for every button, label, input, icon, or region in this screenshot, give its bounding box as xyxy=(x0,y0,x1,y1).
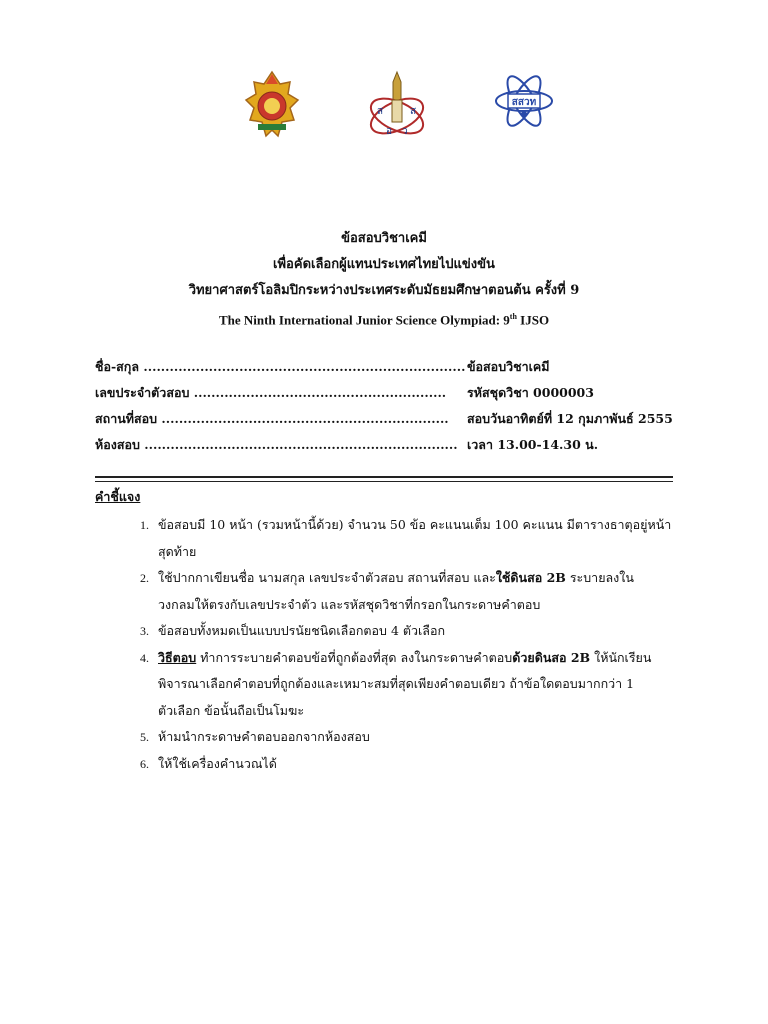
title-purpose: เพื่อคัดเลือกผู้แทนประเทศไทยไปแข่งขัน xyxy=(273,257,495,272)
instruction-item-2: 2. ใช้ปากกาเขียนชื่อ นามสกุล เลขประจำตัวสอบ สถานที่สอบ และใช้ดินสอ 2B ระบายลงใน วงกลมให้ตรงกับเลขประจำตัว และรหัสชุดวิชาที่กรอกในกระดาษคำตอบ xyxy=(140,570,634,612)
title-competition-english: The Ninth International Junior Science Olympiad: 9th IJSO xyxy=(218,312,550,328)
ipst-letters: ส xyxy=(377,106,384,117)
name-field: ชื่อ-สกุล .......................................................................... xyxy=(95,359,466,374)
subject-code: รหัสชุดวิชา 0000003 xyxy=(467,385,594,400)
instructions-heading: คำชี้แจง xyxy=(95,489,141,504)
divider-thick xyxy=(95,476,673,478)
svg-text:อ: อ xyxy=(386,126,393,137)
document-title-block xyxy=(0,226,768,333)
exam-place-field: สถานที่สอบ .................................................................. xyxy=(95,411,449,426)
atom-emblem-text: สสวท xyxy=(511,97,537,108)
logo-row xyxy=(0,70,768,150)
candidate-id-field: เลขประจำตัวสอบ .......................................................... xyxy=(95,385,447,400)
divider-thin xyxy=(95,481,673,482)
title-subject: ข้อสอบวิชาเคมี xyxy=(341,231,427,246)
science-atom-emblem xyxy=(494,70,554,132)
instruction-item-4: 4. วิธีตอบ ทำการระบายคำตอบข้อที่ถูกต้องที่สุด ลงในกระดาษคำตอบด้วยดินสอ 2B ให้นักเรียน พิจารณาเลือกคำตอบที่ถูกต้องและเหมาะสมที่สุดเพียงคำตอบเดียว ถ้าข้อใดตอบมากกว่า 1 ตัวเลือก ข้อนั้นถือเป็นโมฆะ xyxy=(140,649,652,718)
exam-room-field: ห้องสอบ ........................................................................ xyxy=(95,437,458,452)
ipst-emblem xyxy=(364,70,430,142)
instruction-item-3: 3. ข้อสอบทั้งหมดเป็นแบบปรนัยชนิดเลือกตอบ 4 ตัวเลือก xyxy=(140,623,446,638)
exam-date: สอบวันอาทิตย์ที่ 12 กุมภาพันธ์ 2555 xyxy=(467,411,673,426)
svg-text:ว: ว xyxy=(402,126,408,137)
instruction-item-6: 6. ให้ใช้เครื่องคำนวณได้ xyxy=(140,755,277,771)
exam-subject: ข้อสอบวิชาเคมี xyxy=(467,359,550,374)
instructions-list xyxy=(140,512,680,777)
instruction-item-1: 1. ข้อสอบมี 10 หน้า (รวมหน้านี้ด้วย) จำนวน 50 ข้อ คะแนนเต็ม 100 คะแนน มีตารางธาตุอยู่หน้า สุดท้าย xyxy=(140,517,672,559)
title-competition-thai: วิทยาศาสตร์โอลิมปิกระหว่างประเทศระดับมัธยมศึกษาตอนต้น ครั้งที่ 9 xyxy=(188,283,580,298)
candidate-info-block xyxy=(95,357,695,461)
instruction-item-5: 5. ห้ามนำกระดาษคำตอบออกจากห้องสอบ xyxy=(140,729,370,744)
exam-time: เวลา 13.00-14.30 น. xyxy=(467,437,599,452)
svg-text:ส: ส xyxy=(410,106,417,117)
ministry-of-education-emblem xyxy=(244,70,300,140)
